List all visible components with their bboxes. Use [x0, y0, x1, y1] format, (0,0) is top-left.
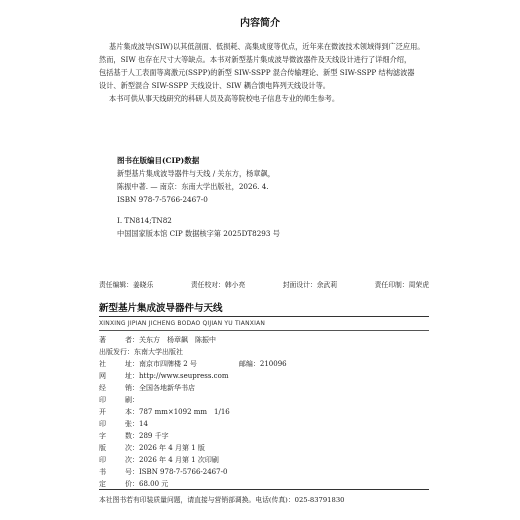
info-address: 社 址：南京市四牌楼 2 号 邮编：210096 [99, 360, 287, 368]
info-printer: 印 刷： [99, 396, 139, 404]
quality-notice: 本社图书若有印装质量问题，请直接与营销部调换。电话(传真)：025-83791830 [99, 496, 345, 504]
info-isbn: 书 号：ISBN 978-7-5766-2467-0 [99, 468, 228, 476]
summary-line: 设计、新型混合 SIW-SSPP 天线设计、SIW 耦合馈电阵列天线设计等。 [99, 81, 330, 90]
book-title-pinyin: XINXING JIPIAN JICHENG BODAO QIJIAN YU TIANXIAN [99, 320, 266, 327]
summary-line: 基片集成波导(SIW)以其低剖面、低损耗、高集成度等优点，近年来在微波技术领域得到广泛应用。 [109, 42, 425, 51]
info-author: 著 者：关东方 杨章飙 陈振中 [99, 336, 216, 344]
cip-line: 陈振中著. — 南京：东南大学出版社，2026. 4. [117, 182, 269, 191]
cip-line: ISBN 978-7-5766-2467-0 [117, 195, 208, 204]
cip-line: 新型基片集成波导器件与天线 / 关东方，杨章飙， [117, 169, 275, 178]
divider [99, 330, 429, 331]
cip-line: Ⅰ. TN814;TN82 [117, 216, 172, 225]
credit-cover-design: 封面设计：余武莉 [282, 281, 338, 289]
divider [99, 489, 429, 490]
divider [99, 316, 429, 317]
summary-line: 本书可供从事天线研究的科研人员及高等院校电子信息专业的师生参考。 [109, 94, 340, 103]
info-word-count: 字 数：289 千字 [99, 432, 169, 440]
credits-row [99, 279, 429, 289]
info-printing: 印 次：2026 年 4 月第 1 次印刷 [99, 456, 219, 464]
info-website: 网 址：http://www.seupress.com [99, 372, 229, 380]
summary-paragraph [99, 40, 429, 105]
info-price: 定 价：68.00 元 [99, 480, 169, 488]
book-title: 新型基片集成波导器件与天线 [99, 303, 223, 314]
info-edition: 版 次：2026 年 4 月第 1 版 [99, 444, 205, 452]
info-format: 开 本：787 mm×1092 mm 1/16 [99, 408, 230, 416]
page-title: 内容简介 [240, 18, 280, 29]
credit-editor: 责任编辑：姜晓乐 [99, 281, 154, 289]
credit-printing: 责任印制：周荣虎 [374, 281, 429, 289]
info-publisher: 出版发行：东南大学出版社 [99, 348, 183, 356]
cip-heading: 图书在版编目(CIP)数据 [117, 156, 200, 165]
credit-proofreader: 责任校对：韩小亮 [190, 281, 246, 289]
cip-line: 中国国家版本馆 CIP 数据核字第 2025DT8293 号 [117, 229, 280, 238]
summary-line: 包括基于人工表面等离激元(SSPP)的新型 SIW-SSPP 混合传输理论、新型 SIW-SSPP 结构滤波器 [99, 68, 415, 77]
info-distributor: 经 销：全国各地新华书店 [99, 384, 195, 392]
summary-line: 然而，SIW 也存在尺寸大等缺点。本书对新型基片集成波导微波器件及天线设计进行了详细介绍， [99, 55, 412, 64]
info-sheets: 印 张：14 [99, 420, 148, 428]
